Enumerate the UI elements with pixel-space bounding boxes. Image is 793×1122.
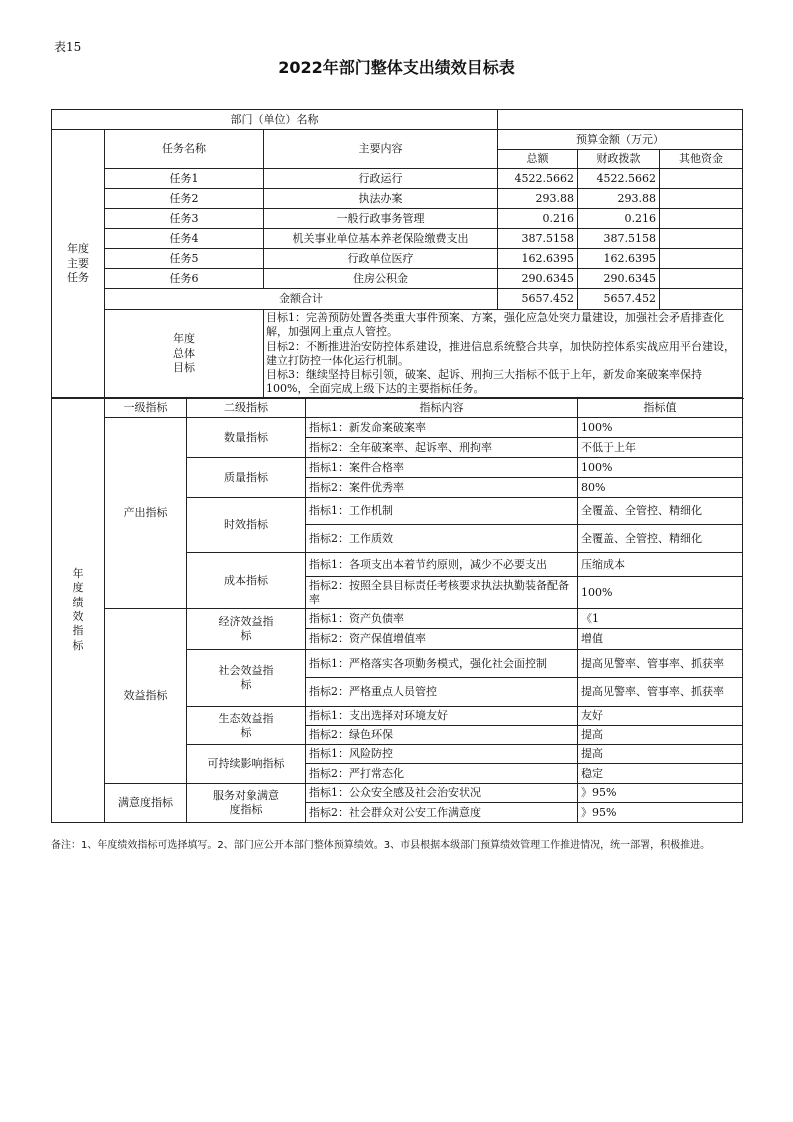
goal-item: 目标1：完善预防处置各类重大事件预案、方案，强化应急处突力量建设，加强社会矛盾排查化解，加强网上重点人管控。: [266, 311, 724, 339]
sum-row: [52, 289, 743, 310]
col-budget: 预算金额（万元）: [498, 130, 743, 150]
level2-service: 服务对象满意度指标: [187, 784, 306, 823]
indicator-content: 指标1：严格落实各项勤务模式，强化社会面控制: [306, 650, 578, 678]
table-row: [52, 169, 743, 189]
task-content: 行政运行: [264, 169, 498, 189]
task-total: 0.216: [498, 209, 578, 229]
indicator-content: 指标2：全年破案率、起诉率、刑拘率: [306, 438, 578, 458]
indicator-content: 指标1：风险防控: [306, 745, 578, 764]
table-row: [52, 189, 743, 209]
col-task-content: 主要内容: [264, 130, 498, 169]
task-other: [660, 209, 743, 229]
task-fiscal: 0.216: [578, 209, 660, 229]
indicator-value: 稳定: [578, 764, 743, 784]
task-content: 一般行政事务管理: [264, 209, 498, 229]
task-other: [660, 269, 743, 289]
task-total: 387.5158: [498, 229, 578, 249]
table-row: [52, 269, 743, 289]
task-other: [660, 229, 743, 249]
task-content: 住房公积金: [264, 269, 498, 289]
level2-sustainable: 可持续影响指标: [187, 745, 306, 784]
col-indicator-content: 指标内容: [306, 398, 578, 418]
indicator-content: 指标1：公众安全感及社会治安状况: [306, 784, 578, 803]
task-total: 290.6345: [498, 269, 578, 289]
level1-output: 产出指标: [105, 418, 187, 609]
task-content: 执法办案: [264, 189, 498, 209]
level2-cost: 成本指标: [187, 553, 306, 609]
indicator-content: 指标2：严格重点人员管控: [306, 678, 578, 707]
level2-quality: 质量指标: [187, 458, 306, 498]
indicator-value: 提高见警率、管事率、抓获率: [578, 678, 743, 707]
col-total: 总额: [498, 150, 578, 169]
indicator-content: 指标1：各项支出本着节约原则，减少不必要支出: [306, 553, 578, 577]
task-other: [660, 249, 743, 269]
indicator-value: 全覆盖、全管控、精细化: [578, 498, 743, 525]
indicator-value: 压缩成本: [578, 553, 743, 577]
col-fiscal: 财政拨款: [578, 150, 660, 169]
indicator-content: 指标2：社会群众对公安工作满意度: [306, 803, 578, 823]
goal-item: 目标2：不断推进治安防控体系建设，推进信息系统整合共享，加快防控体系实战应用平台建设，建立打防控一体化运行机制。: [266, 339, 735, 367]
indicator-value: 提高: [578, 726, 743, 745]
col-task-name: 任务名称: [105, 130, 264, 169]
task-other: [660, 189, 743, 209]
indicator-value: 提高: [578, 745, 743, 764]
table-row: [52, 784, 743, 803]
task-content: 行政单位医疗: [264, 249, 498, 269]
indicator-value: 全覆盖、全管控、精细化: [578, 525, 743, 553]
task-total: 4522.5662: [498, 169, 578, 189]
col-level2: 二级指标: [187, 398, 306, 418]
page-title: 2022年部门整体支出绩效目标表: [278, 58, 515, 77]
level1-satisfaction: 满意度指标: [105, 784, 187, 823]
table-row: [52, 249, 743, 269]
indicator-value: 100%: [578, 577, 743, 609]
task-fiscal: 4522.5662: [578, 169, 660, 189]
sum-label: 金额合计: [105, 289, 498, 310]
task-name: 任务5: [105, 249, 264, 269]
indicator-value: 80%: [578, 478, 743, 498]
indicator-content: 指标2：工作质效: [306, 525, 578, 553]
sum-fiscal: 5657.452: [578, 289, 660, 310]
indicator-value: 》95%: [578, 803, 743, 823]
level2-ecological: 生态效益指标: [187, 707, 306, 745]
level2-social: 社会效益指标: [187, 650, 306, 707]
level2-economic: 经济效益指标: [187, 609, 306, 650]
task-fiscal: 387.5158: [578, 229, 660, 249]
indicator-content: 指标2：案件优秀率: [306, 478, 578, 498]
level1-benefit: 效益指标: [105, 609, 187, 784]
indicators-section-label: 年度绩效指标: [52, 398, 105, 823]
col-indicator-value: 指标值: [578, 398, 743, 418]
level2-timeliness: 时效指标: [187, 498, 306, 553]
goals-section-label: 年度总体目标: [105, 310, 264, 399]
annual-goals: [264, 310, 743, 399]
table-row: [52, 609, 743, 629]
task-name: 任务2: [105, 189, 264, 209]
dept-value: [498, 110, 743, 130]
task-other: [660, 169, 743, 189]
dept-label: 部门（单位）名称: [52, 110, 498, 130]
tasks-section-label: 年度主要任务: [52, 130, 105, 399]
table-row: [52, 418, 743, 438]
sum-other: [660, 289, 743, 310]
indicator-value: 友好: [578, 707, 743, 726]
task-content: 机关事业单位基本养老保险缴费支出: [264, 229, 498, 249]
indicator-value: 《1: [578, 609, 743, 629]
indicator-content: 指标2：按照全县目标责任考核要求执法执勤装备配备率: [306, 577, 578, 609]
col-other: 其他资金: [660, 150, 743, 169]
tasks-table: [51, 109, 743, 399]
task-fiscal: 293.88: [578, 189, 660, 209]
indicator-content: 指标2：严打常态化: [306, 764, 578, 784]
task-name: 任务3: [105, 209, 264, 229]
level2-quantity: 数量指标: [187, 418, 306, 458]
indicator-content: 指标1：支出选择对环境友好: [306, 707, 578, 726]
goal-item: 目标3：继续坚持目标引领，破案、起诉、刑拘三大指标不低于上年，新发命案破案率保持100%，全面完成上级下达的主要指标任务。: [266, 368, 702, 396]
indicator-content: 指标1：新发命案破案率: [306, 418, 578, 438]
indicator-content: 指标1：工作机制: [306, 498, 578, 525]
task-total: 162.6395: [498, 249, 578, 269]
col-level1: 一级指标: [105, 398, 187, 418]
indicator-content: 指标2：绿色环保: [306, 726, 578, 745]
indicators-table: [51, 397, 743, 823]
table-row: [52, 229, 743, 249]
task-total: 293.88: [498, 189, 578, 209]
indicator-value: 提高见警率、管事率、抓获率: [578, 650, 743, 678]
indicator-value: 增值: [578, 629, 743, 650]
task-name: 任务4: [105, 229, 264, 249]
indicator-value: 》95%: [578, 784, 743, 803]
indicator-value: 100%: [578, 418, 743, 438]
indicator-value: 100%: [578, 458, 743, 478]
task-name: 任务6: [105, 269, 264, 289]
table-number: 表15: [54, 40, 82, 54]
sum-total: 5657.452: [498, 289, 578, 310]
indicator-content: 指标1：案件合格率: [306, 458, 578, 478]
indicator-content: 指标1：资产负债率: [306, 609, 578, 629]
task-fiscal: 290.6345: [578, 269, 660, 289]
indicator-value: 不低于上年: [578, 438, 743, 458]
task-name: 任务1: [105, 169, 264, 189]
indicator-content: 指标2：资产保值增值率: [306, 629, 578, 650]
task-fiscal: 162.6395: [578, 249, 660, 269]
footnote: 备注：1、年度绩效指标可选择填写。2、部门应公开本部门整体预算绩效。3、市县根据本级部门预算绩效管理工作推进情况，统一部署，积极推进。: [51, 840, 711, 851]
table-row: [52, 209, 743, 229]
